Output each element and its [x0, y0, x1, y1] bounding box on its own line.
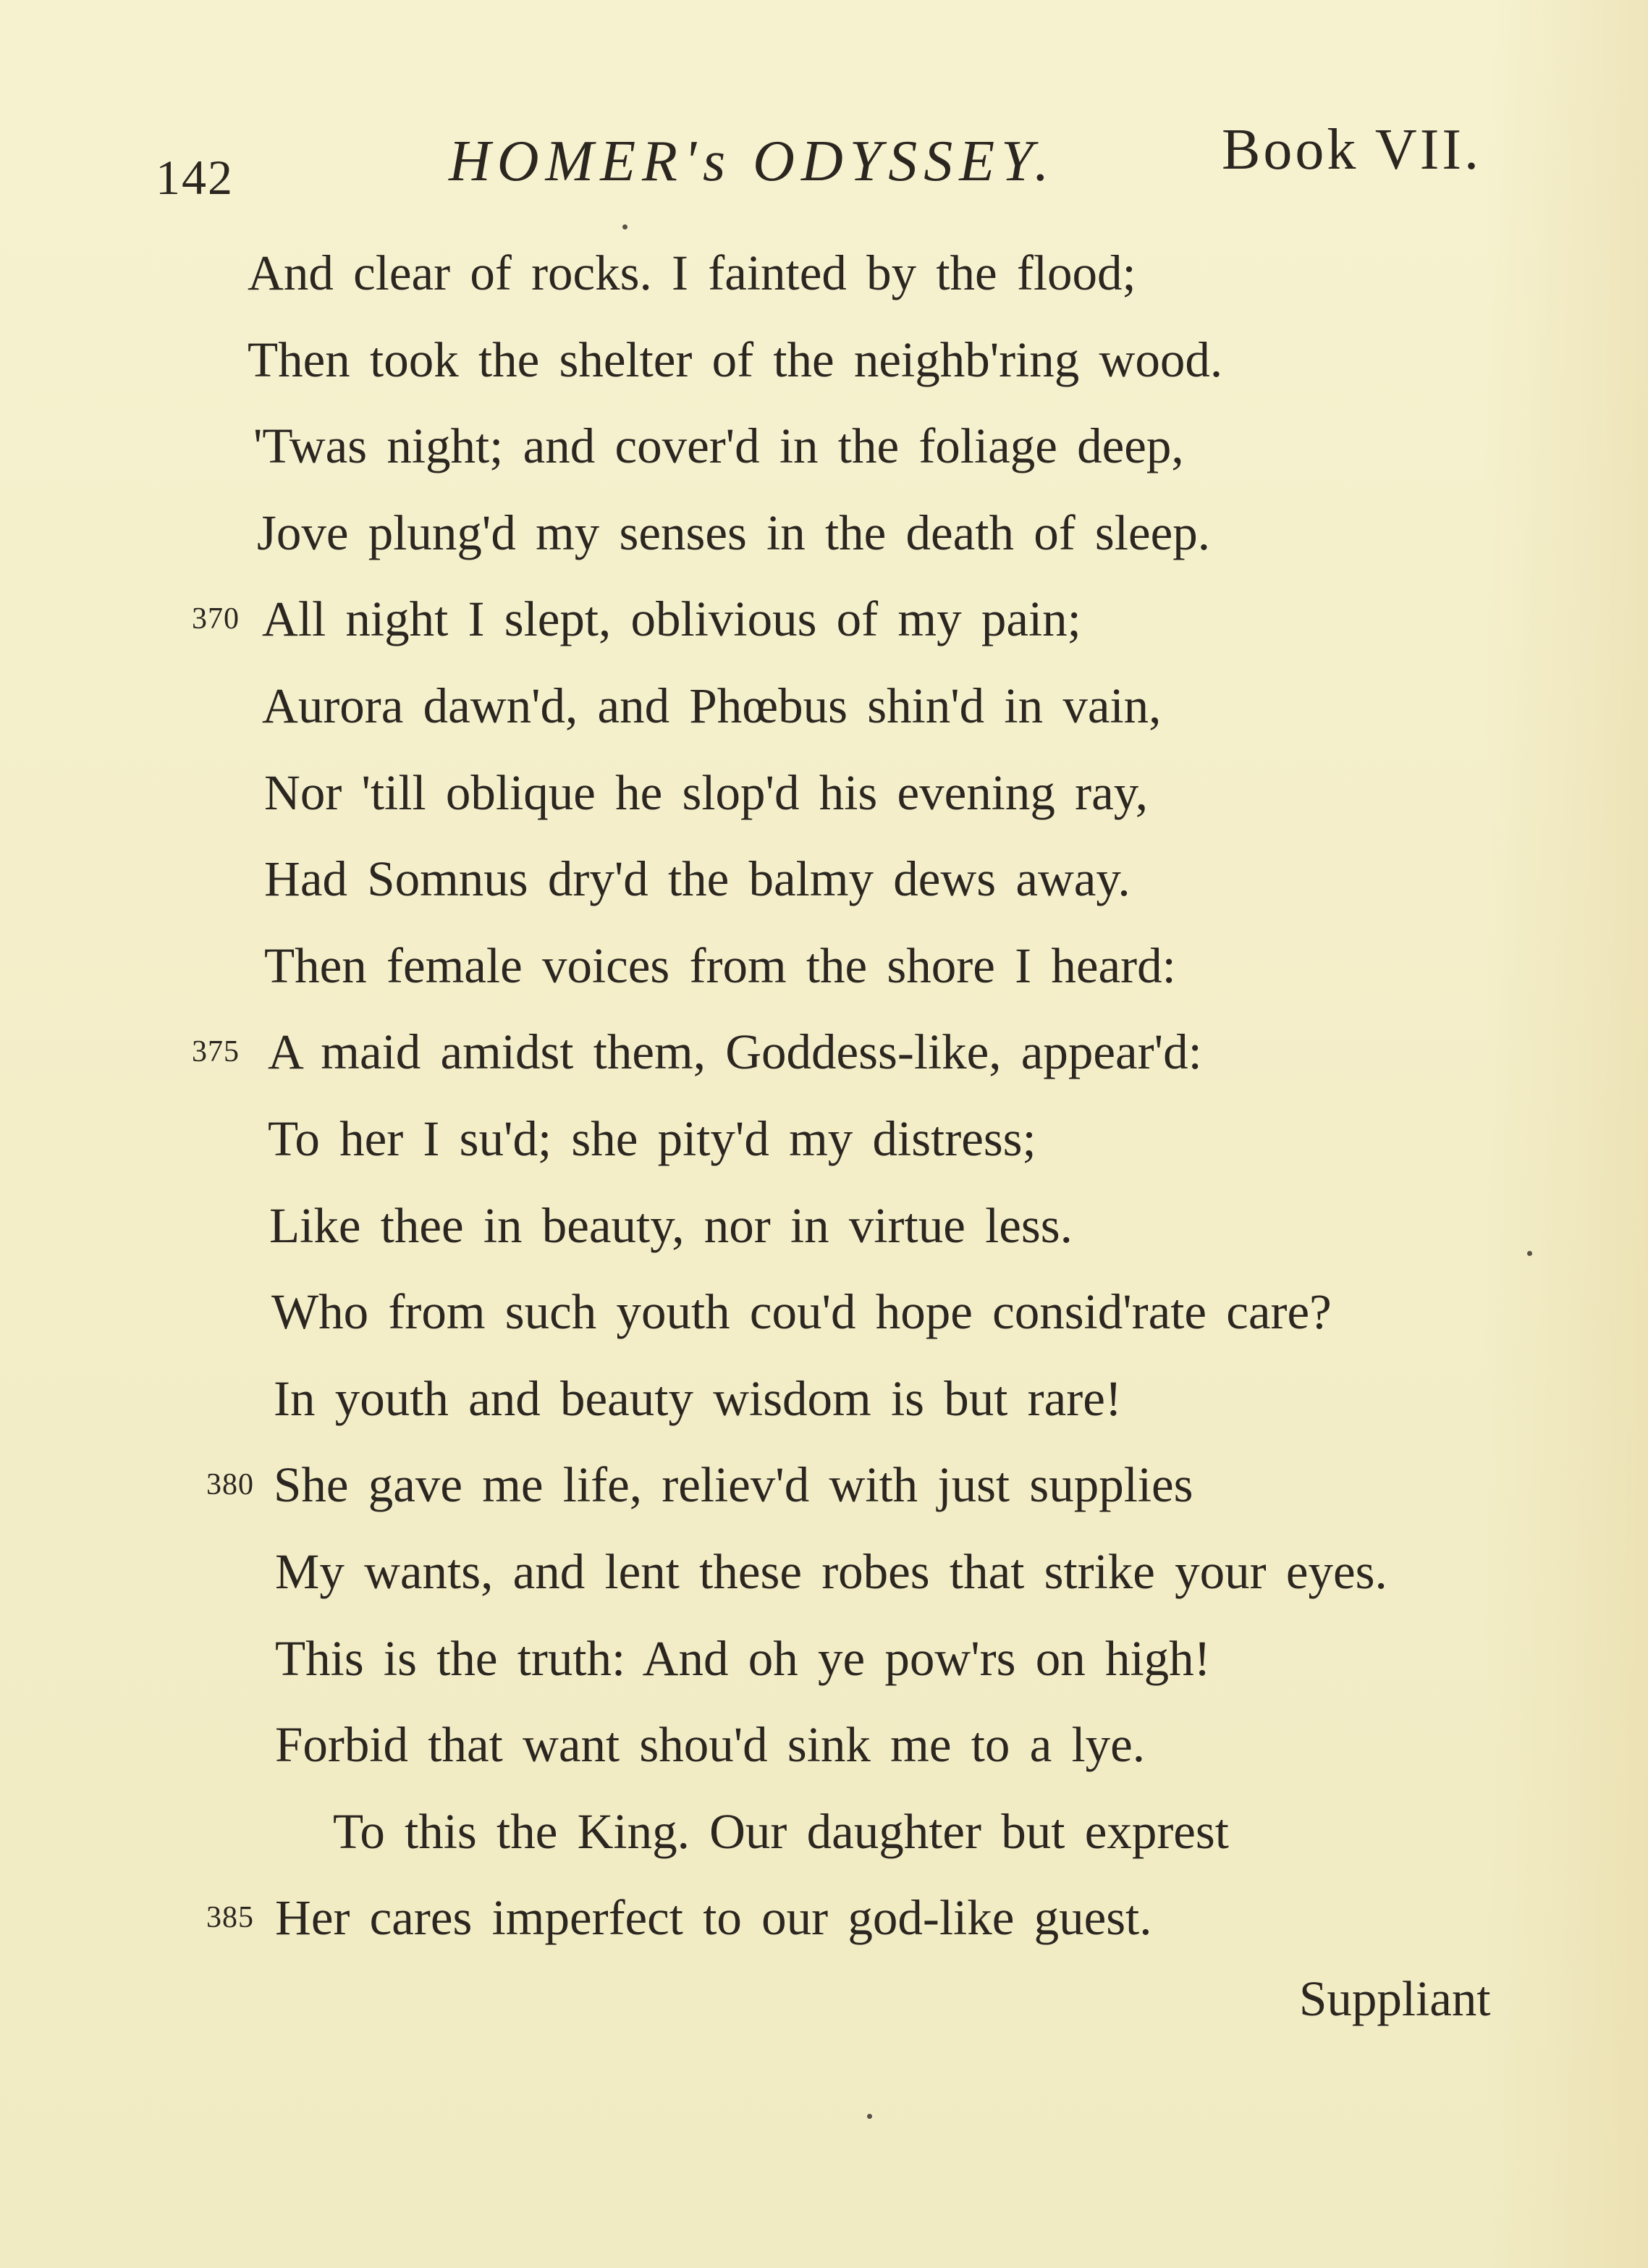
running-title: HOMER's ODYSSEY. — [449, 130, 1056, 193]
poem-line — [0, 403, 1648, 490]
poem-line — [0, 663, 1648, 750]
line-text: Jove plung'd my senses in the death of sleep. — [257, 505, 1210, 560]
line-text: A maid amidst them, Goddess-like, appear'd: — [268, 1024, 1202, 1080]
poem-line — [0, 1442, 1648, 1529]
poem-line — [0, 1096, 1648, 1183]
line-text: This is the truth: And oh ye pow'rs on high! — [275, 1630, 1211, 1686]
poem-line — [0, 836, 1648, 923]
line-text: She gave me life, reliev'd with just supplies — [274, 1457, 1193, 1513]
line-number: 385 — [206, 1901, 254, 1935]
line-text: Aurora dawn'd, and Phœbus shin'd in vain, — [262, 678, 1162, 733]
line-text: Like thee in beauty, nor in virtue less. — [269, 1197, 1073, 1253]
page-number: 142 — [156, 150, 234, 205]
line-text: Her cares imperfect to our god-like guest. — [275, 1890, 1152, 1946]
line-text: And clear of rocks. I fainted by the flood; — [248, 245, 1136, 300]
catchword: Suppliant — [1299, 1971, 1491, 2026]
poem-line — [0, 1356, 1648, 1443]
book-label: Book VII. — [1222, 118, 1482, 182]
poem-line — [0, 750, 1648, 837]
running-head — [0, 109, 1648, 210]
poem-line — [0, 576, 1648, 663]
line-text: All night I slept, oblivious of my pain; — [262, 591, 1081, 647]
line-text: Nor 'till oblique he slop'd his evening ray, — [264, 764, 1149, 820]
poem-line — [0, 230, 1648, 317]
poem-line — [0, 923, 1648, 1010]
line-number: 375 — [192, 1035, 240, 1069]
line-number: 380 — [206, 1468, 254, 1502]
poem-text — [0, 230, 1648, 1962]
line-text: To this the King. Our daughter but exprest — [333, 1803, 1229, 1859]
line-text: Had Somnus dry'd the balmy dews away. — [264, 851, 1131, 907]
line-number: 370 — [192, 602, 240, 636]
poem-line — [0, 1875, 1648, 1962]
line-text: 'Twas night; and cover'd in the foliage deep, — [253, 418, 1184, 474]
poem-line — [0, 1009, 1648, 1096]
line-text: To her I su'd; she pity'd my distress; — [268, 1110, 1036, 1166]
poem-line — [0, 1183, 1648, 1270]
line-text: Then took the shelter of the neighb'ring wood. — [248, 332, 1223, 387]
poem-line — [0, 317, 1648, 404]
ink-speck — [622, 224, 627, 229]
line-text: In youth and beauty wisdom is but rare! — [274, 1370, 1122, 1426]
poem-line — [0, 1616, 1648, 1703]
poem-line — [0, 1529, 1648, 1616]
line-text: Then female voices from the shore I heard: — [264, 937, 1176, 993]
poem-line — [0, 1789, 1648, 1876]
line-text: Forbid that want shou'd sink me to a lye. — [275, 1717, 1146, 1773]
poem-line — [0, 490, 1648, 577]
ink-speck — [867, 2114, 872, 2119]
line-text: Who from such youth cou'd hope consid'rate care? — [271, 1284, 1332, 1340]
poem-line — [0, 1269, 1648, 1356]
poem-line — [0, 1702, 1648, 1789]
line-text: My wants, and lent these robes that strike your eyes. — [275, 1543, 1387, 1599]
ink-speck — [1527, 1251, 1532, 1256]
